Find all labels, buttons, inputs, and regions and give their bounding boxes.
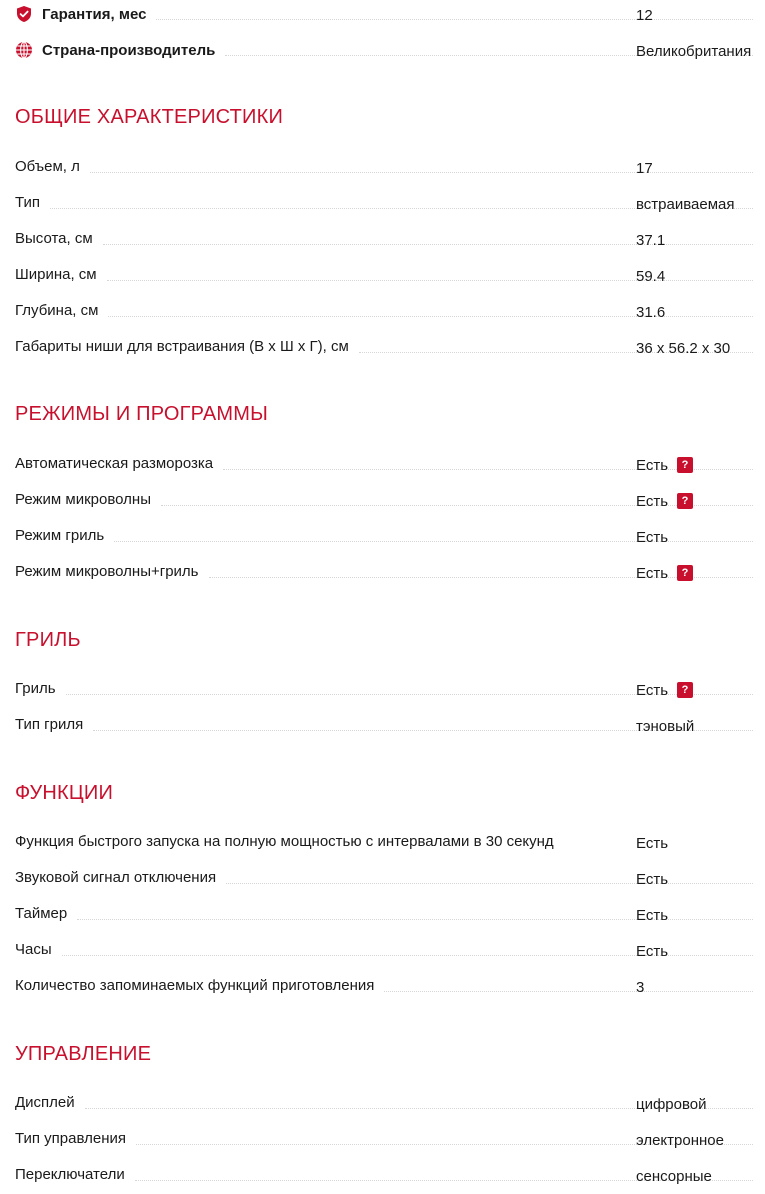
spec-value: 17 <box>636 159 653 177</box>
spec-row <box>15 869 765 893</box>
globe-icon <box>15 41 33 59</box>
spec-label: Количество запоминаемых функций приготовления <box>15 977 375 994</box>
spec-row <box>15 833 765 857</box>
spec-label: Режим микроволны+гриль <box>15 563 199 580</box>
spec-value: встраиваемая <box>636 195 735 213</box>
help-question-icon[interactable]: ? <box>677 457 693 473</box>
help-question-icon[interactable]: ? <box>677 682 693 698</box>
spec-value: 12 <box>636 6 653 24</box>
help-question-icon[interactable]: ? <box>677 565 693 581</box>
spec-row <box>15 455 765 479</box>
spec-value: Есть <box>636 942 669 960</box>
section-title-general: ОБЩИЕ ХАРАКТЕРИСТИКИ <box>15 106 284 128</box>
spec-label: Страна-производитель <box>42 41 216 59</box>
spec-value: Есть <box>636 906 669 924</box>
spec-value: электронное <box>636 1131 724 1149</box>
spec-row <box>15 338 765 362</box>
spec-label: Высота, см <box>15 230 93 247</box>
spec-row <box>15 194 765 218</box>
spec-row <box>15 527 765 551</box>
spec-label: Объем, л <box>15 158 80 175</box>
spec-row <box>15 977 765 1001</box>
spec-label: Тип гриля <box>15 716 84 733</box>
spec-row <box>15 266 765 290</box>
spec-value: сенсорные <box>636 1167 712 1185</box>
spec-row <box>15 905 765 929</box>
spec-label: Режим микроволны <box>15 491 151 508</box>
section-title-grill: ГРИЛЬ <box>15 629 81 651</box>
spec-row <box>15 491 765 515</box>
spec-label: Функция быстрого запуска на полную мощностью с интервалами в 30 секунд <box>15 833 554 850</box>
section-title-functions: ФУНКЦИИ <box>15 782 114 804</box>
spec-value: 36 x 56.2 x 30 <box>636 339 731 357</box>
spec-row <box>15 941 765 965</box>
spec-value: 37.1 <box>636 231 666 249</box>
spec-label: Глубина, см <box>15 302 99 319</box>
spec-row <box>15 230 765 254</box>
spec-label: Тип управления <box>15 1130 126 1147</box>
spec-value: 59.4 <box>636 267 666 285</box>
spec-value: 3 <box>636 978 645 996</box>
spec-label: Переключатели <box>15 1166 125 1183</box>
spec-row <box>15 716 765 740</box>
spec-label: Режим гриль <box>15 527 105 544</box>
spec-value: Есть <box>636 456 669 474</box>
spec-value: цифровой <box>636 1095 707 1113</box>
spec-row <box>15 563 765 587</box>
spec-label: Тип <box>15 194 41 211</box>
shield-check-icon <box>15 5 33 23</box>
spec-label: Звуковой сигнал отключения <box>15 869 217 886</box>
spec-row-warranty <box>15 5 765 29</box>
spec-label: Таймер <box>15 905 68 922</box>
spec-value: Есть <box>636 834 669 852</box>
spec-row <box>15 1166 765 1190</box>
dotted-leader <box>226 869 753 884</box>
spec-row <box>15 302 765 326</box>
dotted-leader <box>156 5 753 20</box>
section-title-control: УПРАВЛЕНИЕ <box>15 1043 152 1065</box>
spec-label: Автоматическая разморозка <box>15 455 214 472</box>
spec-value: Есть <box>636 870 669 888</box>
spec-row <box>15 158 765 182</box>
spec-value: Великобритания <box>636 42 752 60</box>
spec-value: Есть <box>636 528 669 546</box>
spec-label: Ширина, см <box>15 266 97 283</box>
spec-label: Часы <box>15 941 52 958</box>
spec-row <box>15 1130 765 1154</box>
spec-row-country <box>15 41 765 65</box>
spec-value: Есть <box>636 564 669 582</box>
spec-value: Есть <box>636 492 669 510</box>
dotted-leader <box>90 158 753 173</box>
spec-label: Габариты ниши для встраивания (В х Ш х Г), см <box>15 338 349 355</box>
section-title-modes: РЕЖИМЫ И ПРОГРАММЫ <box>15 403 269 425</box>
spec-label: Гарантия, мес <box>42 5 147 23</box>
spec-value: 31.6 <box>636 303 666 321</box>
spec-label: Гриль <box>15 680 56 697</box>
dotted-leader <box>384 977 753 992</box>
spec-row <box>15 680 765 704</box>
spec-value: Есть <box>636 681 669 699</box>
spec-label: Дисплей <box>15 1094 75 1111</box>
spec-value: тэновый <box>636 717 695 735</box>
help-question-icon[interactable]: ? <box>677 493 693 509</box>
spec-row <box>15 1094 765 1118</box>
